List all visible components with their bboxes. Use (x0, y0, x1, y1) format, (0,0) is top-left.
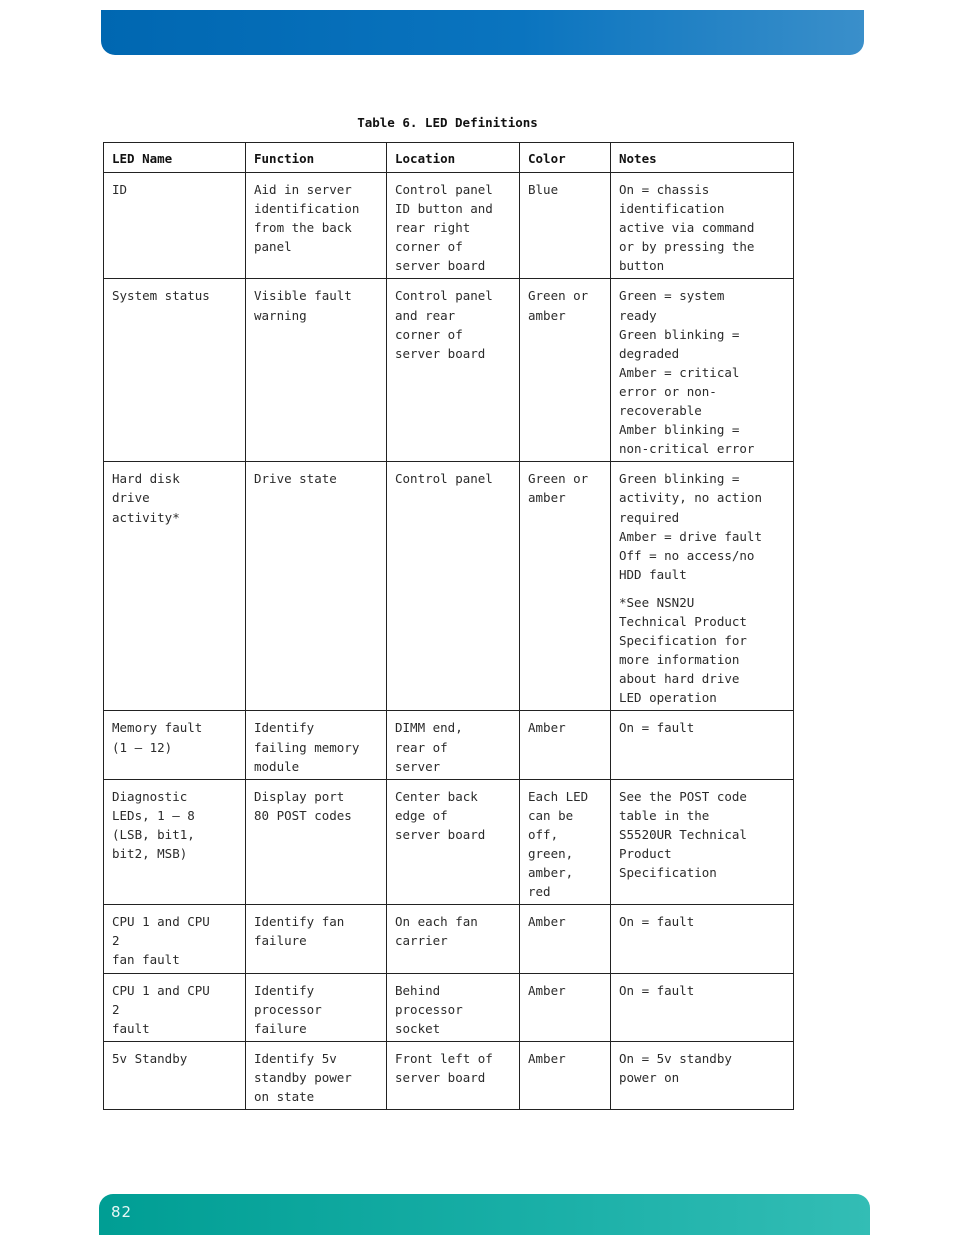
cell-led-name (104, 173, 246, 279)
cell-color-text: Blue (528, 182, 559, 197)
column-header-notes: Notes (611, 143, 794, 173)
cell-notes (611, 1041, 794, 1109)
table-row (104, 973, 794, 1041)
cell-location-text: On each fan carrier (395, 914, 478, 949)
cell-notes-text: See the POST code table in the S5520UR Technical Product Specification (619, 788, 747, 881)
cell-color-text: Amber (528, 1050, 566, 1066)
cell-notes (611, 279, 794, 462)
header-bar (101, 10, 864, 55)
cell-location (387, 462, 520, 711)
cell-location (387, 279, 520, 462)
cell-function (246, 973, 387, 1041)
column-header-color: Color (520, 143, 611, 173)
cell-function (246, 711, 387, 779)
cell-function-text: Aid in server identification from the back panel (254, 182, 360, 255)
cell-color (520, 905, 611, 973)
cell-location-text: Control panel and rear corner of server board (395, 288, 493, 361)
cell-location-text: Center back edge of server board (395, 788, 486, 842)
cell-location-text: Control panel (395, 471, 493, 487)
cell-notes-text: On = fault (619, 720, 695, 736)
cell-function-text: Display port 80 POST codes (254, 788, 352, 823)
cell-function-text: Visible fault warning (254, 288, 352, 323)
cell-color-text: Green or amber (528, 288, 589, 323)
cell-color (520, 779, 611, 905)
cell-color-text: Amber (528, 914, 566, 930)
cell-function (246, 1041, 387, 1109)
cell-led-name-text: Hard disk drive activity* (112, 471, 180, 525)
cell-location (387, 1041, 520, 1109)
table-body (104, 173, 794, 1110)
cell-led-name-text: Diagnostic LEDs, 1 – 8 (LSB, bit1, bit2, MSB) (112, 788, 195, 861)
column-header-function: Function (246, 143, 387, 173)
footer-bar (99, 1194, 870, 1235)
cell-color (520, 462, 611, 711)
cell-location-text: Behind processor socket (395, 982, 463, 1036)
cell-color-text: Amber (528, 982, 566, 998)
table-title: Table 6. LED Definitions (357, 115, 538, 130)
cell-color (520, 173, 611, 279)
cell-color-text: Amber (528, 720, 566, 736)
cell-notes-text: On = fault (619, 914, 695, 930)
cell-function (246, 173, 387, 279)
cell-led-name (104, 462, 246, 711)
cell-led-name-text: Memory fault (1 – 12) (112, 720, 203, 755)
cell-led-name (104, 973, 246, 1041)
led-definitions-table (103, 142, 794, 1110)
table-row (104, 462, 794, 711)
cell-location (387, 173, 520, 279)
column-header-location: Location (387, 143, 520, 173)
cell-location (387, 711, 520, 779)
cell-notes (611, 973, 794, 1041)
cell-led-name (104, 279, 246, 462)
cell-led-name-text: CPU 1 and CPU 2 fan fault (112, 914, 210, 968)
table-row (104, 905, 794, 973)
cell-led-name-text: ID (112, 182, 128, 197)
cell-function (246, 462, 387, 711)
cell-notes-text: Green = system ready Green blinking = degraded Amber = critical error or non- recoverable Amber blinking = non-critical error (619, 288, 755, 457)
table-row (104, 711, 794, 779)
cell-location (387, 973, 520, 1041)
page-number: 82 (111, 1203, 133, 1221)
cell-color-text: Each LED can be off, green, amber, red (528, 788, 589, 900)
cell-location-text: DIMM end, rear of server (395, 720, 463, 774)
table-row (104, 173, 794, 279)
cell-led-name (104, 1041, 246, 1109)
cell-notes-text: *See NSN2U Technical Product Specification for more information about hard drive LED operation (619, 594, 747, 706)
cell-location (387, 905, 520, 973)
column-header-led-name: LED Name (104, 143, 246, 173)
cell-led-name (104, 711, 246, 779)
cell-location-text: Control panel ID button and rear right corner of server board (395, 182, 493, 274)
cell-notes-text: On = 5v standby power on (619, 1050, 732, 1085)
cell-notes (611, 173, 794, 279)
cell-notes (611, 711, 794, 779)
cell-color (520, 1041, 611, 1109)
table-header-row (104, 143, 794, 173)
cell-function-text: Identify fan failure (254, 914, 345, 949)
table-row (104, 279, 794, 462)
cell-color-text: Green or amber (528, 471, 589, 506)
cell-color (520, 279, 611, 462)
cell-led-name-text: System status (112, 288, 210, 304)
cell-notes-text: Green blinking = activity, no action required Amber = drive fault Off = no access/no HDD fault (619, 471, 762, 582)
cell-function-text: Identify failing memory module (254, 720, 360, 774)
cell-led-name (104, 905, 246, 973)
cell-location-text: Front left of server board (395, 1050, 493, 1085)
cell-notes-text: On = fault (619, 982, 695, 998)
cell-led-name-text: CPU 1 and CPU 2 fault (112, 982, 210, 1036)
cell-location (387, 779, 520, 905)
table-row (104, 779, 794, 905)
cell-function (246, 905, 387, 973)
cell-led-name-text: 5v Standby (112, 1050, 188, 1066)
cell-led-name (104, 779, 246, 905)
cell-notes (611, 462, 794, 711)
cell-notes (611, 779, 794, 905)
cell-color (520, 711, 611, 779)
cell-notes-text: On = chassis identification active via command or by pressing the button (619, 182, 755, 274)
cell-function (246, 279, 387, 462)
cell-notes (611, 905, 794, 973)
cell-function-text: Identify processor failure (254, 982, 322, 1036)
cell-function-text: Identify 5v standby power on state (254, 1050, 352, 1105)
cell-function-text: Drive state (254, 471, 337, 487)
table-row (104, 1041, 794, 1109)
cell-color (520, 973, 611, 1041)
cell-function (246, 779, 387, 905)
